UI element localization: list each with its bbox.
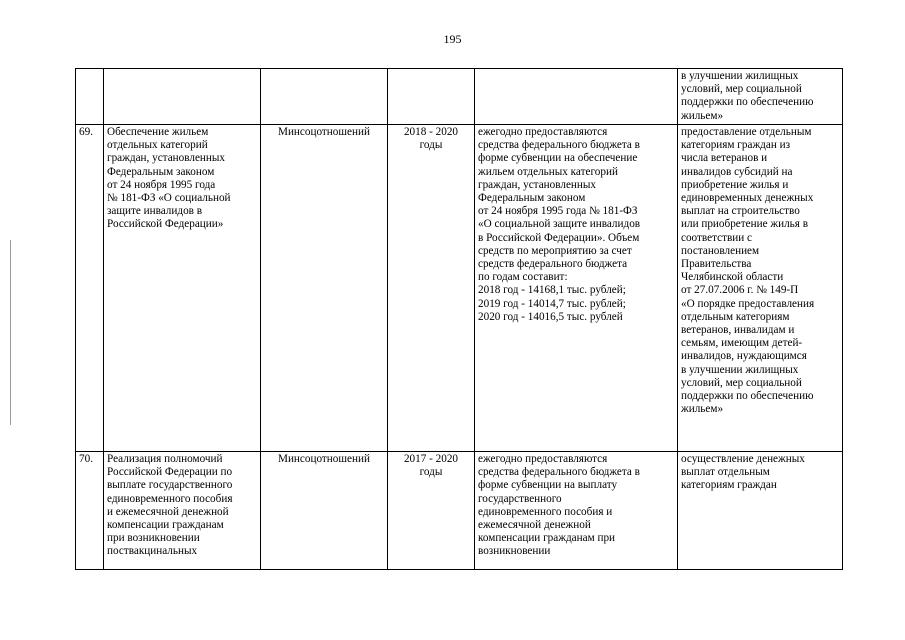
executor-cell xyxy=(261,69,388,125)
expected-result: в улучшении жилищных условий, мер социальной поддержки по обеспечению жильем» xyxy=(681,70,814,122)
page-number: 195 xyxy=(443,32,462,46)
funding-description: ежегодно предоставляются средства федерального бюджета в форме субвенции на обеспечение жильем отдельных категорий граждан, установленных Федеральным законом от 24 ноября 1995 года № 181-ФЗ «О социальной защите инвалидов в Российской Федерации». Объем средств по мероприятию за счет средств федерального бюджета по годам составит: 2018 год - 14168,1 тыс. рублей; 2019 год - 14014,7 тыс. рублей; 2020 год - 14016,5 тыс. рублей xyxy=(478,126,641,323)
funding-cell xyxy=(475,69,678,125)
measure-name-cell xyxy=(104,452,261,570)
measure-name: Реализация полномочий Российской Федерации по выплате государственного единовременного пособия и ежемесячной денежной компенсации гражданам при возникновении поствакцинальных xyxy=(107,453,233,558)
years-cell xyxy=(388,125,475,452)
executor: Минсоцотношений xyxy=(278,453,370,465)
executor: Минсоцотношений xyxy=(278,126,370,138)
measures-table xyxy=(75,68,843,570)
row-number-cell xyxy=(76,69,104,125)
result-cell xyxy=(678,69,843,125)
result-cell xyxy=(678,452,843,570)
funding-cell xyxy=(475,452,678,570)
scan-margin-line xyxy=(10,240,11,425)
expected-result: осуществление денежных выплат отдельным категориям граждан xyxy=(681,453,805,492)
row-number: 70. xyxy=(79,453,93,465)
funding-cell xyxy=(475,125,678,452)
years: 2017 - 2020 годы xyxy=(403,453,459,479)
executor-cell xyxy=(261,125,388,452)
result-cell xyxy=(678,125,843,452)
table-row xyxy=(76,69,843,125)
years: 2018 - 2020 годы xyxy=(403,126,459,152)
table-row xyxy=(76,452,843,570)
table-row xyxy=(76,125,843,452)
row-number: 69. xyxy=(79,126,93,138)
years-cell xyxy=(388,452,475,570)
measure-name-cell xyxy=(104,125,261,452)
row-number-cell xyxy=(76,452,104,570)
executor-cell xyxy=(261,452,388,570)
measure-name-cell xyxy=(104,69,261,125)
years-cell xyxy=(388,69,475,125)
funding-description: ежегодно предоставляются средства федерального бюджета в форме субвенции на выплату государственного единовременного пособия и ежемесячной денежной компенсации гражданам при возникновении xyxy=(478,453,640,558)
row-number-cell xyxy=(76,125,104,452)
expected-result: предоставление отдельным категориям граждан из числа ветеранов и инвалидов субсидий на приобретение жилья и единовременных денежных выплат на строительство или приобретение жилья в соответствии с постановлением Правительства Челябинской области от 27.07.2006 г. № 149-П «О порядке предоставления отдельным категориям ветеранов, инвалидам и семьям, имеющим детей- инвалидов, нуждающимся в улучшении жилищных условий, мер социальной поддержки по обеспечению жильем» xyxy=(681,126,815,416)
measure-name: Обеспечение жильем отдельных категорий граждан, установленных Федеральным законом от 24 ноября 1995 года № 181-ФЗ «О социальной защите инвалидов в Российской Федерации» xyxy=(107,126,231,231)
